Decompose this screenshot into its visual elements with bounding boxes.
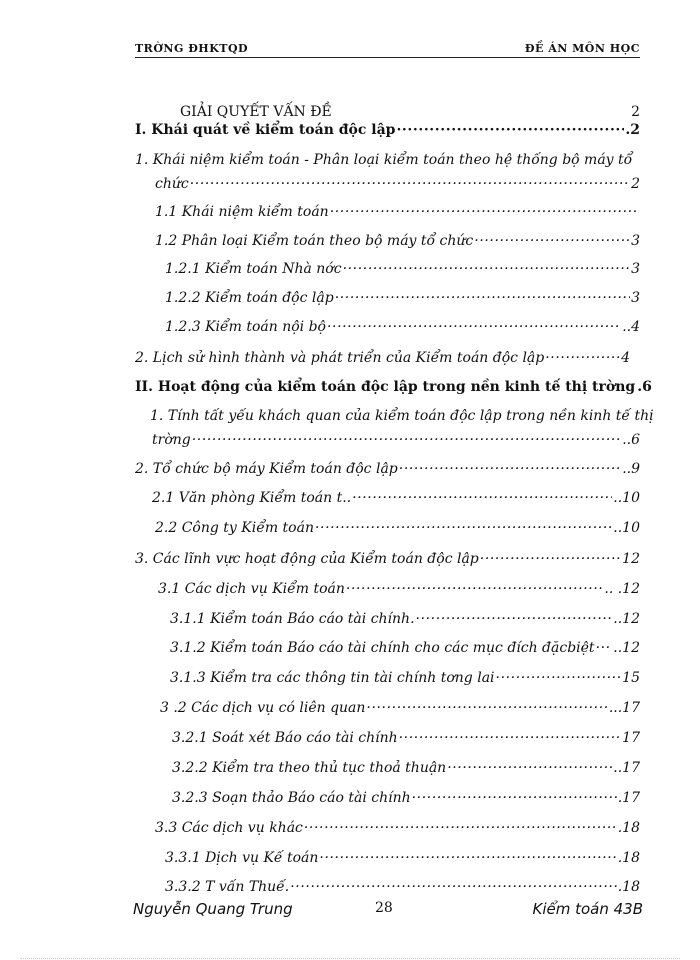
toc-title: 3.2.1 Soát xét Báo cáo tài chính	[172, 730, 398, 746]
toc-title: 2.1 Văn phòng Kiểm toán t..	[152, 490, 352, 506]
toc-page: ..6	[622, 432, 640, 448]
toc-page: ..17	[613, 760, 640, 776]
footer-class: Kiểm toán 43B	[532, 900, 643, 918]
toc-title: 1. Tính tất yếu khách quan của kiểm toán độc lập trong nền kinh tế thị	[150, 408, 654, 424]
toc-title: 3.2.2 Kiểm tra theo thủ tục thoả thuận	[172, 760, 447, 776]
toc-page: 15	[622, 670, 640, 686]
toc-page: 3	[631, 290, 640, 306]
toc-title: 3 .2 Các dịch vụ có liên quan	[160, 700, 366, 716]
toc-page: 17	[622, 730, 640, 746]
toc-item[interactable]	[172, 786, 640, 810]
toc-item[interactable]	[158, 577, 640, 601]
page-header	[135, 40, 640, 58]
toc-title: 1.2.3 Kiểm toán nội bộ	[165, 319, 326, 335]
toc-title: 3.2.3 Soạn thảo Báo cáo tài chính	[172, 790, 411, 806]
toc-title: 3.3.2 T vấn Thuế.	[165, 879, 290, 895]
toc-item[interactable]	[170, 636, 640, 660]
toc-item[interactable]	[135, 547, 640, 571]
toc-item[interactable]	[155, 229, 640, 253]
toc-title: 3.1 Các dịch vụ Kiểm toán	[158, 581, 345, 597]
toc-title: GIẢI QUYẾT VẤN ĐỀ	[180, 104, 332, 120]
toc-page: ..9	[622, 461, 640, 477]
toc-title: 3.1.2 Kiểm toán Báo cáo tài chính cho các mục đích đặcbiệt	[170, 640, 595, 656]
toc-title-cont: chức	[155, 176, 189, 192]
toc-title: 1. Khái niệm kiểm toán - Phân loại kiểm toán theo hệ thống bộ máy tổ	[135, 152, 633, 168]
toc-page: .18	[617, 850, 640, 866]
toc-page: .2	[625, 122, 640, 138]
toc-page: .6	[637, 379, 652, 395]
toc-title: 3. Các lĩnh vực hoạt động của Kiểm toán độc lập	[135, 551, 479, 567]
toc-page: .. .12	[604, 581, 640, 597]
toc-page: ..12	[613, 611, 640, 627]
toc-page: .17	[617, 790, 640, 806]
toc-title: 1.1 Khái niệm kiểm toán	[155, 204, 329, 220]
toc-item[interactable]	[135, 148, 645, 172]
toc-title: 2. Tổ chức bộ máy Kiểm toán độc lập	[135, 461, 398, 477]
toc-item[interactable]	[152, 486, 640, 510]
toc-title: 2.2 Công ty Kiểm toán	[155, 520, 314, 536]
toc-page: 2	[631, 104, 640, 120]
toc-page: 3	[631, 261, 640, 277]
toc-item[interactable]	[172, 756, 640, 780]
toc-item-cont[interactable]	[152, 428, 640, 452]
toc-title: 3.1.1 Kiểm toán Báo cáo tài chính.	[170, 611, 415, 627]
toc-page: ..4	[622, 319, 640, 335]
toc-item[interactable]	[172, 726, 640, 750]
toc-intro[interactable]	[180, 92, 640, 120]
toc-page: .18	[617, 820, 640, 836]
header-doc-type: ĐỀ ÁN MÔN HỌC	[524, 42, 640, 55]
toc-item[interactable]	[135, 118, 640, 142]
toc-title-cont: trờng	[152, 432, 191, 448]
toc-item[interactable]	[170, 607, 640, 631]
header-school: TRỜNG ĐHKTQD	[135, 42, 249, 55]
toc-title: II. Hoạt động của kiểm toán độc lập trong nền kinh tế thị trờng	[135, 379, 636, 395]
toc-item[interactable]	[135, 346, 630, 370]
toc-title: 1.2 Phân loại Kiểm toán theo bộ máy tổ chức	[155, 233, 474, 249]
footer-author: Nguyễn Quang Trung	[133, 900, 293, 918]
toc-title: 1.2.1 Kiểm toán Nhà nớc	[165, 261, 342, 277]
toc-page: 12	[622, 551, 640, 567]
toc-title: 1.2.2 Kiểm toán độc lập	[165, 290, 334, 306]
footer-page-number: 28	[375, 900, 393, 916]
toc-title: 2. Lịch sử hình thành và phát triển của Kiểm toán độc lập	[135, 350, 545, 366]
toc-page: ..10	[613, 490, 640, 506]
toc-item[interactable]	[160, 696, 640, 720]
toc-item[interactable]	[165, 875, 640, 899]
toc-page: ...17	[608, 700, 640, 716]
bottom-divider	[20, 958, 680, 959]
toc-item[interactable]	[155, 200, 640, 224]
toc-page: ..12	[613, 640, 640, 656]
toc-item[interactable]	[165, 257, 640, 281]
toc-page: 3	[631, 233, 640, 249]
toc-title: 3.3.1 Dịch vụ Kế toán	[165, 850, 319, 866]
toc-page: .18	[617, 879, 640, 895]
toc-item[interactable]	[170, 666, 640, 690]
toc-item[interactable]	[165, 286, 640, 310]
toc-item[interactable]	[165, 315, 640, 339]
page-footer	[133, 900, 643, 922]
toc-title: 3.3 Các dịch vụ khác	[155, 820, 303, 836]
toc-item[interactable]	[135, 457, 640, 481]
toc-item[interactable]	[165, 846, 640, 870]
toc-item-cont[interactable]	[155, 172, 640, 196]
toc-item[interactable]	[150, 404, 660, 428]
toc-page: 2	[631, 176, 640, 192]
toc-item[interactable]	[155, 816, 640, 840]
toc-title: I. Khái quát về kiểm toán độc lập	[135, 122, 396, 138]
toc-title: 3.1.3 Kiểm tra các thông tin tài chính tơng lai	[170, 670, 495, 686]
toc-page: 4	[621, 350, 630, 366]
toc-page: ..10	[613, 520, 640, 536]
toc-item[interactable]	[135, 375, 652, 399]
toc-item[interactable]	[155, 516, 640, 540]
